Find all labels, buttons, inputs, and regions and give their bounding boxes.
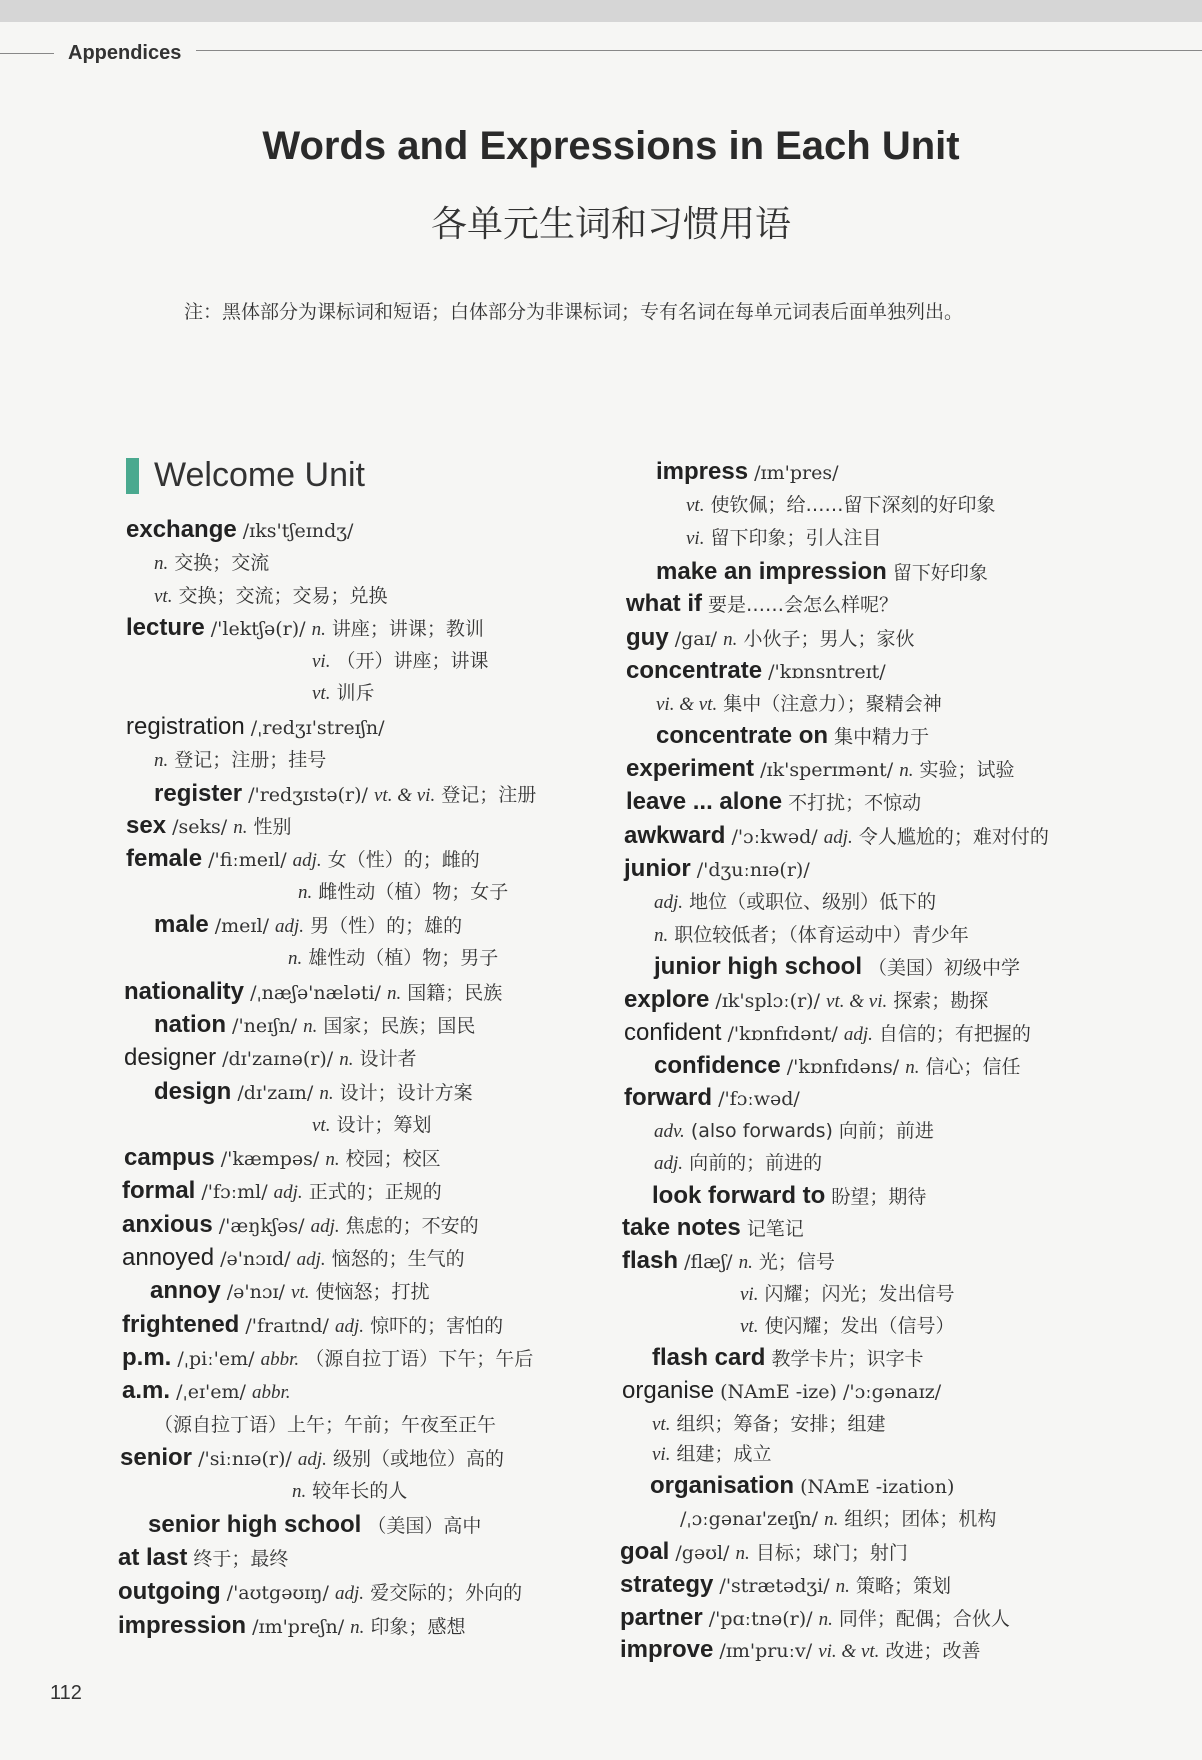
phonetic: /ɪm'pres/ — [754, 462, 839, 484]
part-of-speech: n. — [154, 750, 169, 771]
vocab-entry — [624, 1021, 1031, 1047]
phonetic: /'fraɪtnd/ — [245, 1315, 329, 1337]
part-of-speech: adj. — [335, 1316, 365, 1337]
phonetic: /'kæmpəs/ — [220, 1148, 320, 1170]
vocab-entry — [126, 847, 480, 873]
vocab-sense — [654, 923, 969, 948]
headword: annoy — [150, 1277, 221, 1304]
headword: flash card — [652, 1344, 766, 1371]
vocab-entry — [626, 757, 1015, 783]
part-of-speech: adj. — [292, 850, 322, 871]
phonetic: /ˌɔːgənaɪ'zeɪʃn/ — [680, 1508, 819, 1530]
part-of-speech: vi. — [312, 651, 331, 672]
headword: impression — [118, 1612, 247, 1639]
headword: awkward — [624, 822, 726, 849]
part-of-speech: vt. — [312, 1115, 331, 1136]
headword: senior — [120, 1444, 193, 1471]
vocab-entry — [118, 1580, 522, 1606]
part-of-speech: adj. — [296, 1249, 326, 1270]
vocab-entry — [126, 518, 353, 543]
vocab-entry — [126, 616, 484, 642]
part-of-speech: vi. — [686, 528, 705, 549]
definition: 性别 — [253, 816, 292, 838]
scan-top-edge — [0, 0, 1202, 22]
definition: 集中精力于 — [834, 726, 930, 748]
headword: confidence — [654, 1052, 781, 1079]
phonetic: /'kɒnfɪdənt/ — [727, 1023, 838, 1045]
phonetic: /ə'nɔɪ/ — [226, 1281, 285, 1303]
part-of-speech: adj. — [275, 916, 305, 937]
vocab-sense — [740, 1282, 955, 1307]
vocab-entry — [620, 1638, 980, 1664]
vocab-sense — [312, 649, 489, 674]
headword: junior — [624, 855, 691, 882]
definition: (also forwards) 向前；前进 — [690, 1120, 934, 1142]
phonetic: /'aʊtgəʊɪŋ/ — [226, 1582, 329, 1604]
phonetic: /'redʒɪstə(r)/ — [248, 784, 368, 806]
part-of-speech: adj. — [654, 1153, 684, 1174]
vocab-entry — [622, 1379, 941, 1404]
vocab-entry — [154, 1080, 473, 1106]
definition: 男（性）的；雄的 — [310, 915, 463, 937]
vocab-sense — [288, 946, 498, 971]
definition: 雄性动（植）物；男子 — [308, 947, 499, 969]
vocab-entry — [122, 1213, 479, 1239]
vocab-entry — [624, 857, 810, 882]
headword: at last — [118, 1544, 188, 1571]
vocab-entry — [622, 1216, 804, 1241]
headword: p.m. — [122, 1344, 172, 1371]
definition: （美国）初级中学 — [868, 957, 1021, 979]
definition: 教学卡片；识字卡 — [771, 1348, 924, 1370]
definition: 组织；团体；机构 — [844, 1508, 997, 1530]
headword: take notes — [622, 1214, 741, 1241]
vocab-entry — [124, 980, 502, 1006]
vocab-entry — [120, 1446, 504, 1472]
definition: 不打扰；不惊动 — [788, 792, 922, 814]
definition: 国家；民族；国民 — [323, 1015, 476, 1037]
definition: 令人尴尬的；难对付的 — [858, 826, 1049, 848]
vocab-entry — [122, 1246, 465, 1272]
definition: 向前的；前进的 — [689, 1152, 823, 1174]
part-of-speech: n. — [298, 882, 313, 903]
vocab-entry — [118, 1546, 288, 1571]
part-of-speech: vi. & vt. — [656, 694, 718, 715]
phonetic: /'lektʃə(r)/ — [210, 618, 306, 640]
headword: a.m. — [122, 1377, 171, 1404]
phonetic: /ˌeɪ'em/ — [176, 1381, 246, 1403]
part-of-speech: abbr. — [260, 1349, 300, 1370]
vocab-entry — [150, 1279, 430, 1305]
vocab-entry — [126, 814, 292, 840]
part-of-speech: vi. — [652, 1444, 671, 1465]
part-of-speech: adj. — [335, 1583, 365, 1604]
headword: make an impression — [656, 558, 887, 585]
headword: formal — [122, 1177, 196, 1204]
part-of-speech: n. — [387, 983, 402, 1004]
definition: 印象；感想 — [370, 1616, 466, 1638]
headword: nationality — [124, 978, 245, 1005]
vocab-entry — [626, 659, 886, 684]
vocab-entry — [620, 1573, 951, 1599]
part-of-speech: vt. & vi. — [374, 785, 436, 806]
headword: guy — [626, 624, 669, 651]
definition: 设计者 — [359, 1048, 417, 1070]
unit-heading-text: Welcome Unit — [154, 456, 365, 494]
part-of-speech: n. — [339, 1049, 354, 1070]
vocab-entry — [656, 560, 988, 585]
definition: 要是……会怎么样呢？ — [708, 594, 899, 616]
definition: 使恼怒；打扰 — [315, 1281, 430, 1303]
phonetic: /ˌpiː'em/ — [177, 1348, 255, 1370]
vocab-entry — [626, 626, 914, 652]
headword: partner — [620, 1604, 703, 1631]
part-of-speech: vi. — [740, 1284, 759, 1305]
part-of-speech: n. — [905, 1057, 920, 1078]
vocab-entry — [154, 782, 536, 808]
vocab-entry — [126, 715, 385, 740]
phonetic: /'siːnɪə(r)/ — [198, 1448, 292, 1470]
definition: 交换；交流 — [174, 552, 270, 574]
definition: 目标；球门；射门 — [755, 1542, 908, 1564]
definition: 盼望；期待 — [831, 1186, 927, 1208]
definition: 小伙子；男人；家伙 — [743, 628, 915, 650]
headword: frightened — [122, 1311, 240, 1338]
vocab-sense — [312, 1113, 432, 1138]
definition: 使闪耀；发出（信号） — [764, 1315, 955, 1337]
headword: forward — [624, 1084, 713, 1111]
vocab-entry — [122, 1346, 533, 1372]
part-of-speech: n. — [154, 553, 169, 574]
headword: sex — [126, 812, 167, 839]
vocab-entry — [652, 1184, 926, 1209]
header-rule-right — [196, 50, 1202, 51]
headword: what if — [626, 590, 702, 617]
vocab-sense — [652, 1442, 772, 1467]
part-of-speech: n. — [303, 1016, 318, 1037]
definition: 地位（或职位、级别）低下的 — [689, 891, 937, 913]
part-of-speech: vt. — [686, 495, 705, 516]
vocab-entry — [124, 1046, 417, 1072]
phonetic: /'fɔːml/ — [201, 1181, 268, 1203]
vocab-entry — [626, 790, 921, 815]
vocab-sense — [686, 493, 996, 518]
definition: 较年长的人 — [312, 1480, 408, 1502]
vocab-sense — [292, 1479, 407, 1504]
definition: 讲座；讲课；教训 — [331, 618, 484, 640]
vocab-sense — [154, 551, 269, 576]
phonetic: /ɪk'sperɪmənt/ — [760, 759, 894, 781]
headword: outgoing — [118, 1578, 221, 1605]
definition: 正式的；正规的 — [308, 1181, 442, 1203]
headword: female — [126, 845, 203, 872]
phonetic: /'kɒnsntreɪt/ — [768, 661, 886, 683]
definition: 爱交际的；外向的 — [370, 1582, 523, 1604]
headword: leave ... alone — [626, 788, 783, 815]
vocab-sense — [740, 1314, 955, 1339]
part-of-speech: adj. — [654, 892, 684, 913]
definition: 改进；改善 — [885, 1640, 981, 1662]
vocab-entry — [122, 1379, 291, 1405]
headword: design — [154, 1078, 232, 1105]
vocab-sense — [680, 1507, 996, 1532]
phonetic: /'pɑːtnə(r)/ — [708, 1608, 813, 1630]
headword: junior high school — [654, 953, 862, 980]
definition: 策略；策划 — [855, 1575, 951, 1597]
phonetic: (NAmE -ization) — [800, 1476, 955, 1498]
headword: annoyed — [122, 1244, 215, 1271]
headword: organise — [622, 1377, 715, 1404]
phonetic: /ɪm'preʃn/ — [252, 1616, 345, 1638]
definition: 登记；注册 — [441, 784, 537, 806]
part-of-speech: vt. — [312, 683, 331, 704]
headword: explore — [624, 986, 710, 1013]
headword: nation — [154, 1011, 226, 1038]
page-title-chinese: 各单元生词和习惯用语 — [430, 204, 791, 245]
definition: （源自拉丁语）上午；午前；午夜至正午 — [154, 1414, 497, 1436]
part-of-speech: n. — [233, 817, 248, 838]
headword: look forward to — [652, 1182, 826, 1209]
vocab-entry — [654, 1054, 1021, 1080]
headword: flash — [622, 1247, 679, 1274]
phonetic: /dɪ'zaɪnə(r)/ — [222, 1048, 334, 1070]
part-of-speech: n. — [319, 1083, 334, 1104]
part-of-speech: vi. & vt. — [818, 1641, 880, 1662]
definition: 女（性）的；雌的 — [327, 849, 480, 871]
headword: register — [154, 780, 243, 807]
part-of-speech: n. — [325, 1149, 340, 1170]
phonetic: /ə'nɔɪd/ — [220, 1248, 291, 1270]
definition: 使钦佩；给……留下深刻的好印象 — [710, 494, 996, 516]
phonetic: /gəʊl/ — [675, 1542, 730, 1564]
phonetic: /ɪks'tʃeɪndʒ/ — [242, 520, 354, 542]
phonetic: /'kɒnfɪdəns/ — [786, 1056, 900, 1078]
phonetic: /ˌnæʃə'næləti/ — [250, 982, 381, 1004]
headword: exchange — [126, 516, 237, 543]
definition: 设计；设计方案 — [339, 1082, 473, 1104]
vocab-sense — [312, 681, 375, 706]
vocab-entry — [122, 1179, 442, 1205]
definition: 校园；校区 — [345, 1148, 441, 1170]
vocab-sense — [154, 584, 388, 609]
definition: 雌性动（植）物；女子 — [318, 881, 509, 903]
phonetic: /dɪ'zaɪn/ — [237, 1082, 314, 1104]
part-of-speech: n. — [311, 619, 326, 640]
definition: （开）讲座；讲课 — [336, 650, 489, 672]
part-of-speech: n. — [818, 1609, 833, 1630]
phonetic: /'fiːmeɪl/ — [208, 849, 287, 871]
vocab-sense — [652, 1412, 886, 1437]
vocab-entry — [622, 1249, 835, 1275]
headword: anxious — [122, 1211, 213, 1238]
vocab-entry — [620, 1540, 908, 1566]
vocab-entry — [122, 1313, 503, 1339]
headword: impress — [656, 458, 749, 485]
part-of-speech: vt. — [740, 1316, 759, 1337]
phonetic: /flæʃ/ — [684, 1251, 733, 1273]
definition: （美国）高中 — [367, 1515, 482, 1537]
vocab-entry — [656, 724, 929, 749]
part-of-speech: adj. — [843, 1024, 873, 1045]
headword: registration — [126, 713, 245, 740]
vocab-entry — [650, 1474, 954, 1499]
definition: 组建；成立 — [676, 1443, 772, 1465]
part-of-speech: n. — [654, 925, 669, 946]
vocab-entry — [652, 1346, 923, 1371]
part-of-speech: n. — [899, 760, 914, 781]
part-of-speech: vt. — [291, 1282, 310, 1303]
headword: concentrate on — [656, 722, 829, 749]
definition: 设计；筹划 — [336, 1114, 432, 1136]
definition: 职位较低者；（体育运动中）青少年 — [674, 924, 969, 946]
definition: 惊吓的；害怕的 — [370, 1315, 504, 1337]
headword: campus — [124, 1144, 215, 1171]
headword: improve — [620, 1636, 714, 1663]
page-number: 112 — [50, 1682, 82, 1704]
definition: 实验；试验 — [919, 759, 1015, 781]
vocab-sense — [654, 1119, 934, 1144]
definition: 焦虑的；不安的 — [345, 1215, 479, 1237]
phonetic: /ˌredʒɪ'streɪʃn/ — [250, 717, 385, 739]
phonetic: /ɪm'pruːv/ — [719, 1640, 813, 1662]
headword: organisation — [650, 1472, 795, 1499]
part-of-speech: adv. — [654, 1121, 685, 1142]
phonetic: /ɪk'splɔː(r)/ — [715, 990, 820, 1012]
definition: 恼怒的；生气的 — [331, 1248, 465, 1270]
part-of-speech: adj. — [273, 1182, 303, 1203]
vocab-entry — [118, 1614, 465, 1640]
definition: 国籍；民族 — [407, 982, 503, 1004]
vocab-entry — [624, 988, 988, 1014]
phonetic: /'dʒuːnɪə(r)/ — [696, 859, 810, 881]
page-title-english: Words and Expressions in Each Unit — [262, 124, 960, 168]
definition: 闪耀；闪光；发出信号 — [764, 1283, 955, 1305]
definition: 组织；筹备；安排；组建 — [676, 1413, 886, 1435]
phonetic: /'neɪʃn/ — [232, 1015, 298, 1037]
part-of-speech: abbr. — [251, 1382, 291, 1403]
part-of-speech: n. — [292, 1481, 307, 1502]
definition: 记笔记 — [746, 1218, 804, 1240]
definition: 自信的；有把握的 — [878, 1023, 1031, 1045]
unit-heading-bar — [126, 458, 139, 494]
vocab-entry — [620, 1606, 1010, 1632]
note-text: 注：黑体部分为课标词和短语；白体部分为非课标词；专有名词在每单元词表后面单独列出。 — [184, 301, 964, 323]
headword: senior high school — [148, 1511, 362, 1538]
definition: 训斥 — [336, 682, 375, 704]
vocab-entry — [624, 1086, 800, 1111]
definition: 交换；交流；交易；兑换 — [178, 585, 388, 607]
part-of-speech: n. — [288, 948, 303, 969]
headword: strategy — [620, 1571, 714, 1598]
phonetic: /meɪl/ — [214, 915, 269, 937]
part-of-speech: vt. & vi. — [826, 991, 888, 1012]
definition: 终于；最终 — [193, 1548, 289, 1570]
vocab-sense — [654, 890, 936, 915]
running-header — [0, 40, 1202, 68]
headword: goal — [620, 1538, 670, 1565]
phonetic: /'æŋkʃəs/ — [218, 1215, 305, 1237]
vocab-sense — [154, 748, 326, 773]
definition: （源自拉丁语）下午；午后 — [305, 1348, 534, 1370]
phonetic: /'fɔːwəd/ — [718, 1088, 800, 1110]
part-of-speech: n. — [835, 1576, 850, 1597]
part-of-speech: adj. — [823, 827, 853, 848]
definition: 集中（注意力）；聚精会神 — [723, 693, 942, 715]
vocab-entry — [154, 1013, 475, 1039]
phonetic: /gaɪ/ — [674, 628, 718, 650]
headword: designer — [124, 1044, 217, 1071]
part-of-speech: adj. — [310, 1216, 340, 1237]
vocab-entry — [124, 1146, 441, 1172]
vocab-sense — [686, 526, 882, 551]
part-of-speech: n. — [824, 1509, 839, 1530]
definition: 光；信号 — [758, 1251, 835, 1273]
vocab-sense — [654, 1151, 822, 1176]
headword: experiment — [626, 755, 755, 782]
part-of-speech: n. — [723, 629, 738, 650]
phonetic: /'ɔːkwəd/ — [731, 826, 818, 848]
header-label: Appendices — [68, 42, 182, 64]
definition: 登记；注册；挂号 — [174, 749, 327, 771]
part-of-speech: n. — [735, 1543, 750, 1564]
vocab-entry — [624, 824, 1049, 850]
headword: concentrate — [626, 657, 763, 684]
vocab-entry — [656, 460, 838, 485]
headword: male — [154, 911, 209, 938]
part-of-speech: n. — [738, 1252, 753, 1273]
part-of-speech: vt. — [154, 586, 173, 607]
definition: 同伴；配偶；合伙人 — [838, 1608, 1010, 1630]
vocab-entry — [148, 1513, 481, 1538]
part-of-speech: adj. — [297, 1449, 327, 1470]
vocab-entry — [626, 592, 898, 617]
phonetic: /seks/ — [172, 816, 228, 838]
definition: 信心；信任 — [925, 1056, 1021, 1078]
part-of-speech: vt. — [652, 1414, 671, 1435]
definition: 留下印象；引人注目 — [710, 527, 882, 549]
part-of-speech: n. — [350, 1617, 365, 1638]
definition: 探索；勘探 — [893, 990, 989, 1012]
vocab-entry — [654, 955, 1020, 980]
headword: confident — [624, 1019, 722, 1046]
phonetic: /'strætədʒi/ — [719, 1575, 830, 1597]
vocab-entry — [154, 913, 462, 939]
headword: lecture — [126, 614, 205, 641]
vocab-sense — [298, 880, 508, 905]
vocab-sense — [154, 1413, 496, 1437]
definition: 留下好印象 — [892, 562, 988, 584]
header-rule-left — [0, 53, 54, 54]
vocab-sense — [656, 692, 942, 717]
phonetic: (NAmE -ize) /'ɔːgənaɪz/ — [720, 1381, 942, 1403]
definition: 级别（或地位）高的 — [332, 1448, 504, 1470]
